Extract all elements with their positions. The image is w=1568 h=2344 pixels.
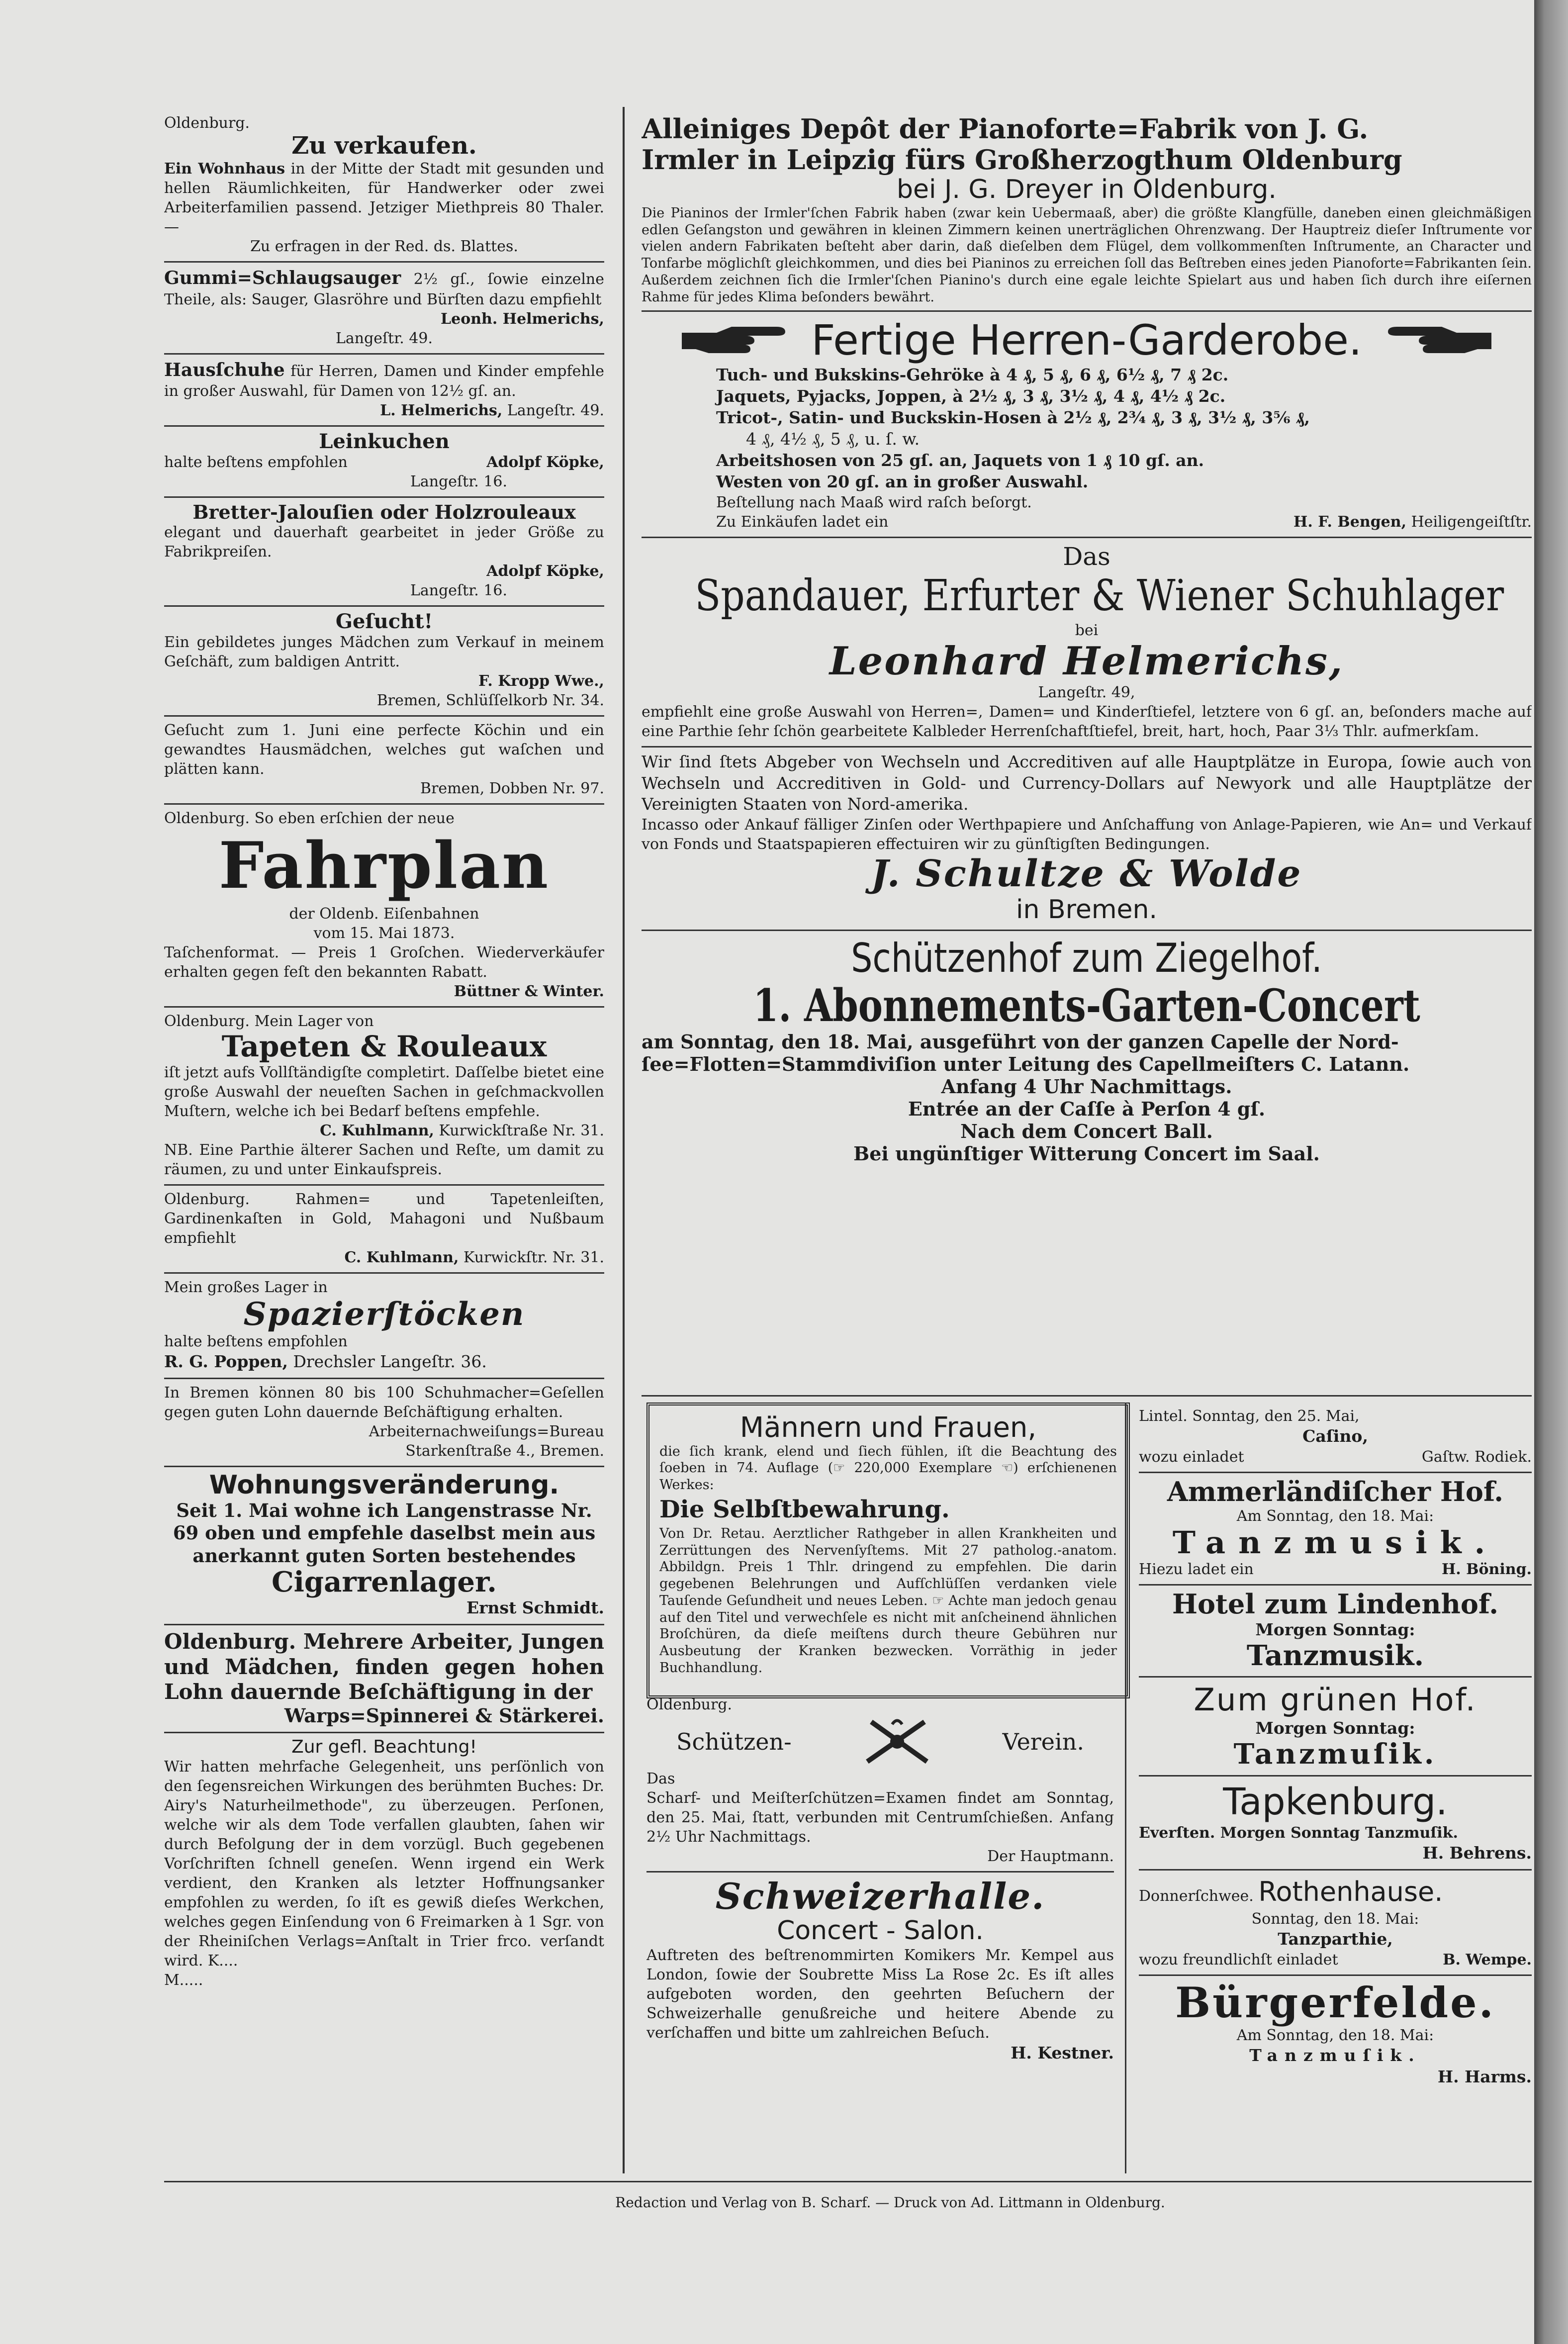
ad-title-row: Donnerſchwee. Rothenhause. (1139, 1875, 1443, 1907)
ad-place: in Bremen. (1016, 894, 1157, 925)
ad-note: NB. Eine Parthie älterer Sachen und Reſte, um damit zu räumen, zu und unter Einkaufspreis. (164, 1141, 604, 1178)
ad-event: Tanzmuſik. (1233, 1738, 1437, 1771)
ad-title: Wohnungsveränderung. (209, 1470, 559, 1500)
ad-signature: C. Kuhlmann, Kurwickſtraße Nr. 31. (320, 1122, 604, 1139)
ad-hausschuhe (164, 355, 604, 427)
ad-address: Langeſtr. 16. (410, 473, 508, 491)
ad-signature: wozu einladet Gaſtw. Rodiek. (1139, 1448, 1532, 1466)
ad-lindenhof (1139, 1586, 1532, 1678)
ad-title: Geſucht! (335, 610, 433, 634)
ad-schuhlager (642, 538, 1532, 748)
ad-signature: Adolpf Köpke, (486, 563, 604, 580)
ad-line: Entrée an der Caſſe à Perſon 4 gſ. (908, 1097, 1266, 1120)
ad-leinkuchen (164, 427, 604, 498)
ad-address: Arbeiternachweiſungs=Bureau (369, 1423, 604, 1441)
ad-title: Schweizerhalle. (715, 1875, 1045, 1917)
ad-place: Oldenburg. (164, 114, 250, 132)
ad-schuetzenhof (642, 931, 1532, 1170)
left-column (164, 109, 604, 2173)
ad-text: Wir ſind ſtets Abgeber von Wechseln und Accreditiven auf alle Hauptplätze in Europa, ſowie auch von Wechseln und Accreditiven in Gold- und Currency-Dollars auf Newyork und alle Hauptplätze der Vereinigten Staaten von Nord-amerika. (642, 751, 1532, 814)
ad-event: Tanzmusik. (1172, 1524, 1498, 1561)
ad-signature: R. G. Poppen, Drechsler Langeſtr. 36. (164, 1352, 487, 1372)
ad-headline-3: bei J. G. Dreyer in Oldenburg. (897, 175, 1277, 205)
pointing-hand-left-icon (1380, 323, 1494, 358)
ad-name: Leonhard Helmerichs, (829, 638, 1344, 684)
right-lower-left (646, 1691, 1114, 2178)
ad-place: Oldenburg. (646, 1696, 733, 1713)
ad-rahmen (164, 1186, 604, 1274)
ad-title: Caſino, (1302, 1426, 1368, 1446)
ad-signature: H. Harms. (1437, 2067, 1532, 2087)
ad-text: die ſich krank, elend und ſiech fühlen, iſt die Beachtung des ſoeben in 74. Auflage (☞ 220,000 Exemplare ☜) erſchienenen Werkes: (659, 1443, 1117, 1493)
ad-title: Zu verkaufen. (291, 132, 477, 160)
price-line: Tricot-, Satin- und Buckskin-Hosen à 2½ ₰, 2¾ ₰, 3 ₰, 3½ ₰, 3⅚ ₰, (716, 408, 1310, 428)
ad-schlaugsauger (164, 263, 604, 355)
ad-text: Hausſchuhe für Herren, Damen und Kinder empfehle in großer Auswahl, für Damen von 12½ gſ. an. (164, 359, 604, 400)
ad-title: Bretter-Jalouſien oder Holzrouleaux (192, 501, 576, 524)
ad-herren-garderobe (642, 312, 1532, 538)
ad-schuetzenverein (646, 1691, 1114, 1873)
ad-signature: M..... (164, 1971, 203, 1989)
ad-subtitle: Concert - Salon. (777, 1916, 984, 1946)
ad-event: Tanzparthie, (1278, 1929, 1393, 1949)
ad-title-b: Verein. (1002, 1728, 1084, 1755)
price-line: Tuch- und Bukskins-Gehröke à 4 ₰, 5 ₰, 6 ₰, 6½ ₰, 7 ₰ 2c. (716, 365, 1229, 385)
ad-signature: wozu freundlichſt einladet B. Wempe. (1139, 1951, 1532, 1969)
ad-text: Oldenburg. Mehrere Arbeiter, Jungen und Mädchen, finden gegen hohen Lohn dauernde Beſchäftigung in der (164, 1629, 604, 1704)
ad-text: Auftreten des beſtrenommirten Komikers Mr. Kempel aus London, ſowie der Soubrette Miss La Rose 2c. Es iſt alles aufgeboten worden, den geehrten Beſuchern der Schweizerhalle genußreiche und heitere Abende zu verſchaffen und bitte um zahlreichen Beſuch. (646, 1947, 1114, 2042)
ad-address: Langeſtr. 49, (1038, 683, 1135, 701)
ad-wohnhaus (164, 109, 604, 263)
right-lower-right (1139, 1403, 1532, 2178)
ad-line: vom 15. Mai 1873. (313, 924, 455, 942)
ad-text: Gummi=Schlaugsauger 2½ gſ., ſowie einzelne Theile, als: Sauger, Glasröhre und Bürſten dazu empfiehlt (164, 267, 604, 308)
ad-line: Nach dem Concert Ball. (960, 1120, 1213, 1142)
ad-title: Tapeten & Rouleaux (221, 1029, 547, 1063)
ad-spazierstoecke (164, 1274, 604, 1379)
ad-text: iſt jetzt aufs Vollſtändigſte completirt. Daſſelbe bietet eine große Auswahl der neueſten Sachen in geſchmackvollen Muſtern, welche ich bei Bedarf beſtens empfehle. (164, 1063, 604, 1120)
ad-casino-lintel (1139, 1403, 1532, 1473)
ad-book-title: Die Selbſtbewahrung. (659, 1495, 950, 1523)
ad-signature: C. Kuhlmann, Kurwickſtr. Nr. 31. (344, 1248, 604, 1266)
ad-title: Spandauer, Erfurter & Wiener Schuhlager (695, 570, 1504, 621)
ad-text: Geſucht zum 1. Juni eine perfecte Köchin und ein gewandtes Hausmädchen, welches gut waſchen und plätten kann. (164, 722, 604, 778)
ad-date: Lintel. Sonntag, den 25. Mai, (1139, 1407, 1360, 1425)
ad-text: Taſchenformat. — Preis 1 Groſchen. Wiederverkäufer erhalten gegen feſt den bekannten Rabatt. (164, 943, 604, 981)
ad-text: In Bremen können 80 bis 100 Schuhmacher=Geſellen gegen guten Lohn dauernde Beſchäftigung erhalten. (164, 1384, 604, 1421)
ad-date: Am Sonntag, den 18. Mai: (1236, 2027, 1434, 2045)
ad-tapkenburg (1139, 1777, 1532, 1871)
ad-signature: Der Hauptmann. (987, 1848, 1114, 1865)
ad-title-row (646, 1714, 1114, 1769)
ad-line: Anfang 4 Uhr Nachmittags. (941, 1075, 1232, 1098)
ad-text: Ein gebildetes junges Mädchen zum Verkauf in meinem Geſchäft, zum baldigen Antritt. (164, 634, 604, 671)
ad-jalousien (164, 498, 604, 607)
ad-signature: Ernst Schmidt. (466, 1598, 604, 1618)
ad-text: Oldenburg. Rahmen= und Tapetenleiſten, Gardinenkaſten in Gold, Mahagoni und Nußbaum empfiehlt (164, 1190, 604, 1247)
footer-rule (164, 2181, 1532, 2182)
ad-signature: H. Behrens. (1422, 1843, 1532, 1863)
ad-signature: Warps=Spinnerei & Stärkerei. (284, 1704, 604, 1727)
ad-fahrplan (164, 805, 604, 1008)
ad-schuhmacher (164, 1379, 604, 1467)
ad-gruener-hof (1139, 1678, 1532, 1776)
imprint-footer: Redaction und Verlag von B. Scharf. — Druck von Ad. Littmann in Oldenburg. (615, 2194, 1165, 2211)
ad-text: halte beſtens empfohlen (164, 1333, 348, 1351)
ad-line: der Oldenb. Eiſenbahnen (289, 905, 479, 923)
ad-title-row (642, 316, 1532, 365)
ad-ammerlaendischer-hof (1139, 1473, 1532, 1586)
price-line: Beſtellung nach Maaß wird raſch beſorgt. (716, 493, 1032, 511)
ad-bank-schultze-wolde (642, 748, 1532, 931)
page-edge-shadow (1534, 0, 1568, 2344)
ad-text: Seit 1. Mai wohne ich Langenstrasse Nr. 69 oben und empfehle daselbst mein aus anerkannt guten Sorten bestehendes (173, 1500, 596, 1567)
ad-signature: H. Kestner. (1011, 2043, 1114, 2063)
ad-intro: Oldenburg. Mein Lager von (164, 1012, 374, 1030)
ad-schweizerhalle (646, 1873, 1114, 2069)
ad-address: Langeſtr. 49. (335, 329, 433, 347)
pointing-hand-right-icon (679, 323, 794, 358)
ad-spinnerei (164, 1625, 604, 1733)
ad-rothenhause (1139, 1871, 1532, 1976)
ad-date: Morgen Sonntag: (1255, 1619, 1415, 1639)
ad-line: Bei ungünſtiger Witterung Concert im Saal. (853, 1142, 1320, 1165)
ad-address: Starkenſtraße 4., Bremen. (405, 1442, 604, 1460)
ad-text: halte beſtens empfohlen Adolpf Köpke, (164, 454, 604, 471)
ad-text: Von Dr. Retau. Aerztlicher Rathgeber in allen Krankheiten und Zerrüttungen des Nervenſyſtems. Mit 27 patholog.-anatom. Abbildgn. Preis 1 Thlr. dringend zu empfehlen. Die darin gegebenen Belehrungen und Aufſchlüſſen verdanken viele Tauſende Geſundheit und neues Leben. ☞ Achte man jedoch genau auf den Titel und verwechſele es nicht mit anſcheinend ähnlichen Broſchüren, da dieſe meiſtens durch theure Gebühren nur Ausbeutung der Kranken bezwecken. Vorräthig in jeder Buchhandlung. (659, 1525, 1117, 1676)
ad-signature: Zu Einkäufen ladet ein H. F. Bengen, Heiligengeiſtſtr. (716, 513, 1532, 531)
ad-ask: Zu erfragen in der Red. ds. Blattes. (250, 237, 518, 255)
ad-title: Ammerländiſcher Hof. (1167, 1475, 1504, 1507)
ad-headline-2: Irmler in Leipzig fürs Großherzogthum Oldenburg (642, 144, 1402, 176)
ad-headline-1: Alleiniges Depôt der Pianoforte=Fabrik von J. G. (642, 113, 1369, 145)
price-line: Arbeitshosen von 25 gſ. an, Jaquets von 1 ₰ 10 gſ. an. (716, 451, 1204, 470)
ad-text: Scharf- und Meiſterſchützen=Examen findet am Sonntag, den 25. Mai, ſtatt, verbunden mit Centrumſchießen. Anfang 2½ Uhr Nachmittags. (646, 1789, 1114, 1846)
ad-title: Fahrplan (218, 829, 550, 904)
ad-date: Sonntag, den 18. Mai: (1251, 1910, 1419, 1928)
ad-event: Tanzmuſik. (1249, 2046, 1421, 2065)
ad-signature: F. Kropp Wwe., (478, 672, 604, 690)
ad-title: Spazierſtöcken (243, 1295, 525, 1333)
ad-wohnungsveraenderung (164, 1467, 604, 1625)
ad-signature: Leonh. Helmerichs, (441, 310, 604, 328)
ad-buergerfelde (1139, 1976, 1532, 2093)
ad-date: Am Sonntag, den 18. Mai: (1236, 1507, 1434, 1525)
ad-box-selbstbewahrung (646, 1403, 1130, 1698)
ad-bei: bei (1075, 621, 1099, 639)
ad-title: Bürgerfelde. (1175, 1977, 1495, 2027)
ad-tapeten (164, 1008, 604, 1186)
ad-beachtung (164, 1733, 604, 1995)
ad-title-2: Cigarrenlager. (272, 1565, 497, 1598)
ad-text: Ein Wohnhaus in der Mitte der Stadt mit gesunden und hellen Räumlichkeiten, für Handwerker oder zwei Arbeiterfamilien passend. Jetziger Miethpreis 80 Thaler. — (164, 160, 604, 236)
ad-date: Everſten. Morgen Sonntag Tanzmuſik. (1139, 1824, 1458, 1842)
ad-text: Wir hatten mehrfache Gelegenheit, uns perſönlich von den ſegensreichen Wirkungen des berühmten Buches: Dr. Airy's Naturheilmethode", zu überzeugen. Perſonen, welche wir als dem Tode verfallen glaubten, ſahen wir durch Befolgung der in dem vorzügl. Buch gegebenen Vorſchriften ſchnell geneſen. Wenn irgend ein Werk verdient, den Kranken als letzter Hoffnungsanker empfohlen zu werden, ſo iſt es gewiß dieſes Werkchen, welches gegen Einſendung von 6 Freimarken à 1 Sgr. von der Rheiniſchen Verlags=Anſtalt in Trier frco. verſandt wird. K.... (164, 1758, 604, 1969)
ad-text: elegant und dauerhaft gearbeitet in jeder Größe zu Fabrikpreiſen. (164, 524, 604, 561)
price-line: 4 ₰, 4½ ₰, 5 ₰, u. ſ. w. (746, 429, 920, 449)
ad-title: Zum grünen Hof. (1194, 1682, 1477, 1718)
ad-signature: Büttner & Winter. (454, 982, 604, 1000)
ad-title: Fertige Herren-Garderobe. (811, 316, 1362, 365)
price-line: Westen von 20 gſ. an in großer Auswahl. (716, 471, 1089, 491)
ad-koechin (164, 717, 604, 805)
ad-title: Zur gefl. Beachtung! (291, 1737, 477, 1758)
ad-das: Das (646, 1770, 675, 1787)
ad-title: Leinkuchen (319, 430, 450, 454)
ad-text: empfiehlt eine große Auswahl von Herren=, Damen= und Kinderſtiefel, letztere von 6 gſ. an, beſonders mache auf eine Parthie ſehr ſchön gearbeitete Kalbleder Herrenſchaftſtiefel, breit, hart, hoch, Paar 3⅓ Thlr. aufmerkſam. (642, 703, 1532, 740)
ad-title: Hotel zum Lindenhof. (1172, 1588, 1498, 1620)
ad-pricelist (642, 365, 1532, 531)
ad-date: Morgen Sonntag: (1255, 1718, 1415, 1738)
column-divider-lower (1125, 1403, 1126, 2173)
ad-title-a: Schützen- (676, 1728, 792, 1755)
ad-title: Männern und Frauen, (739, 1411, 1037, 1444)
ad-line: ſee=Flotten=Stammdiviſion unter Leitung des Capellmeiſters C. Latann. (642, 1052, 1410, 1075)
ad-concert-title: 1. Abonnements-Garten-Concert (753, 979, 1420, 1032)
section-rule (642, 1395, 1532, 1397)
ad-das: Das (1063, 542, 1110, 571)
ad-pianoforte (642, 109, 1532, 312)
ad-address: Bremen, Schlüſſelkorb Nr. 34. (376, 692, 604, 710)
ad-text: Die Pianinos der Irmler'ſchen Fabrik haben (zwar kein Uebermaaß, aber) die größte Klangfülle, daneben einen gleichmäßigen edlen Geſangston und gewähren in kleinen Zimmern keinen unerträglichen Ohrenzwang. Der Hauptreiz dieſer Inſtrumente vor vielen andern Fabrikaten beſteht aber darin, daß dieſelben dem Flügel, dem vollkommenſten Inſtrumente, an Character und Tonfarbe möglichſt gleichkommen, und dies bei Pianinos zu erreichen ſoll das Beſtreben eines jeden Pianoforte=Fabrikanten ſein. Außerdem zeichnen ſich die Irmler'ſchen Pianino's durch eine egale leichte Spielart aus und haben ſich durch ihre eiſernen Rahme für jedes Klima beſonders bewährt. (642, 205, 1532, 305)
ad-address: Bremen, Dobben Nr. 97. (420, 780, 604, 798)
ad-event: Tanzmusik. (1246, 1639, 1424, 1672)
ad-gesucht (164, 607, 604, 717)
ad-intro: Mein großes Lager in (164, 1278, 328, 1296)
ad-line: am Sonntag, den 18. Mai, ausgeführt von der ganzen Capelle der Nord- (642, 1030, 1399, 1053)
column-divider (623, 107, 625, 2173)
ad-name: J. Schultze & Wolde (871, 852, 1302, 896)
ad-signature: Hiezu ladet ein H. Böning. (1139, 1561, 1532, 1579)
ad-text: Incasso oder Ankauf fälliger Zinſen oder Werthpapiere und Anſchaffung von Anlage-Papieren, wie An= und Verkauf von Fonds und Staatspapieren effectuiren wir zu günſtigſten Bedingungen. (642, 816, 1532, 853)
price-line: Jaquets, Pyjacks, Joppen, à 2½ ₰, 3 ₰, 3½ ₰, 4 ₰, 4½ ₰ 2c. (716, 386, 1226, 406)
ad-address: Langeſtr. 16. (410, 582, 508, 600)
ad-signature: L. Helmerichs, Langeſtr. 49. (380, 402, 604, 420)
ad-title: Schützenhof zum Ziegelhof. (851, 935, 1322, 981)
crossed-rifles-icon (862, 1714, 932, 1769)
ad-intro: Oldenburg. So eben erſchien der neue (164, 810, 455, 828)
ad-title: Tapkenburg. (1223, 1780, 1448, 1823)
